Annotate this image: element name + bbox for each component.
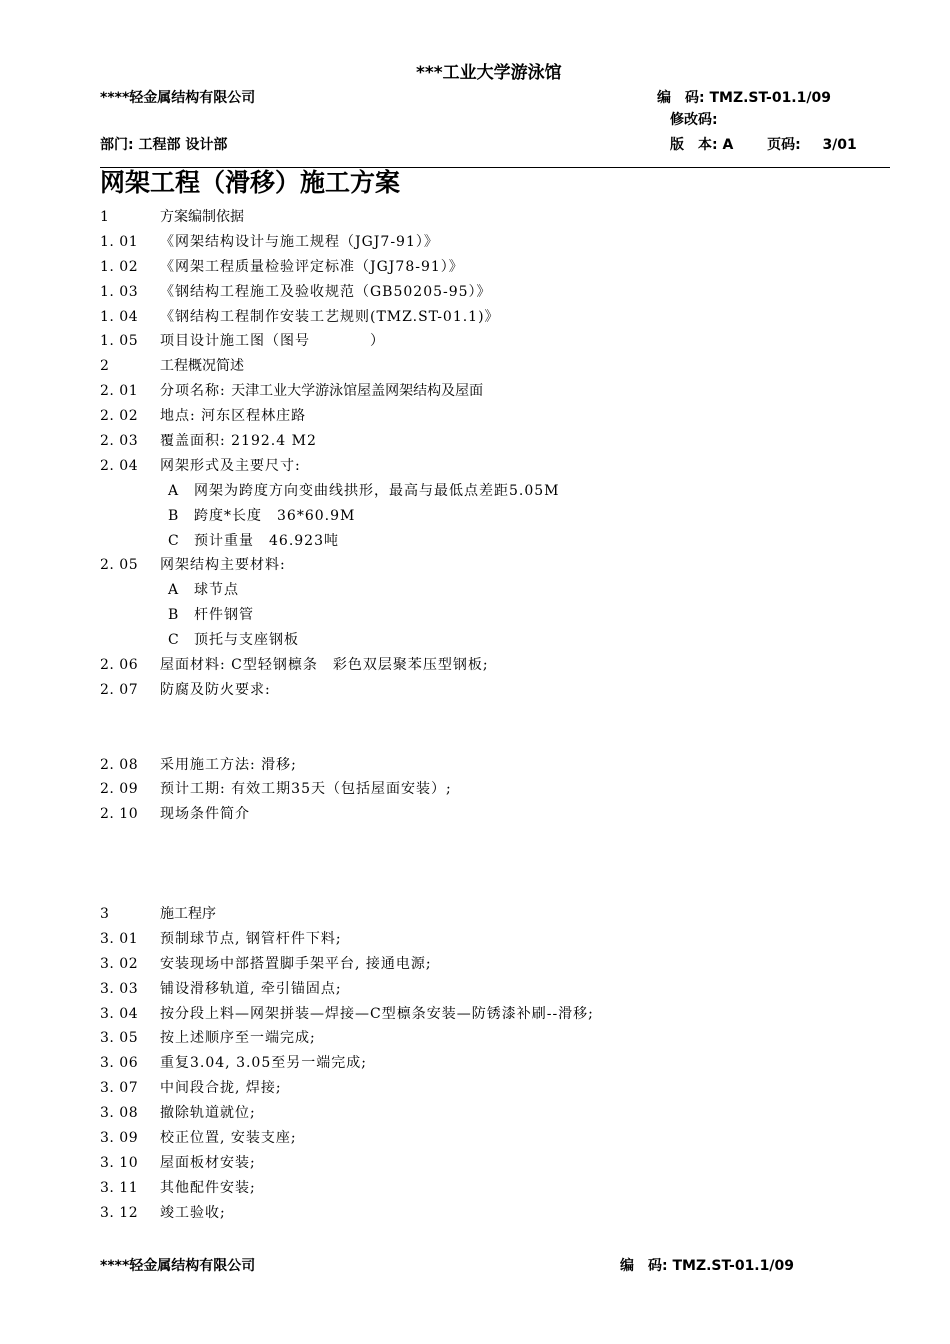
item-number: 3. 07 bbox=[100, 1080, 139, 1097]
list-item bbox=[100, 1002, 890, 1027]
version-info bbox=[670, 134, 857, 154]
sub-item-text: 预计重量 46.923吨 bbox=[194, 532, 339, 549]
item-number: 2. 09 bbox=[100, 781, 139, 798]
item-text: 其他配件安装; bbox=[160, 1179, 256, 1196]
item-label: 分项名称: bbox=[160, 383, 226, 400]
sub-item bbox=[100, 628, 890, 653]
list-item bbox=[100, 553, 890, 578]
item-text bbox=[160, 379, 483, 404]
item-number: 1. 04 bbox=[100, 308, 139, 325]
item-text: 覆盖面积: 2192.4 M2 bbox=[160, 433, 317, 450]
item-text: 安装现场中部搭置脚手架平台, 接通电源; bbox=[160, 955, 432, 972]
item-number: 2. 02 bbox=[100, 408, 139, 425]
item-text: 重复3.04, 3.05至另一端完成; bbox=[160, 1055, 367, 1072]
item-number: 2. 07 bbox=[100, 681, 139, 698]
list-item bbox=[100, 1176, 890, 1201]
footer-code-label: 编 码: bbox=[620, 1258, 668, 1274]
sub-item-letter: C bbox=[168, 532, 179, 549]
item-text: 《网架结构设计与施工规程（JGJ7-91）》 bbox=[160, 233, 439, 250]
sub-item-letter: A bbox=[168, 482, 179, 499]
section-title: 工程概况简述 bbox=[160, 358, 244, 375]
item-text: 屋面板材安装; bbox=[160, 1154, 256, 1171]
item-text: 采用施工方法: 滑移; bbox=[160, 756, 297, 773]
list-item bbox=[100, 255, 890, 280]
list-item bbox=[100, 379, 890, 404]
item-number: 3. 10 bbox=[100, 1154, 139, 1171]
item-text: 项目设计施工图（图号 ） bbox=[160, 333, 385, 350]
item-number: 2. 05 bbox=[100, 557, 139, 574]
item-text: 现场条件简介 bbox=[160, 806, 250, 823]
item-value: 天津工业大学游泳馆屋盖网架结构及屋面 bbox=[231, 383, 484, 400]
footer-code-value: TMZ.ST-01.1/09 bbox=[672, 1258, 794, 1274]
document-title: ***工业大学游泳馆 bbox=[416, 63, 562, 83]
doc-code bbox=[657, 87, 831, 107]
list-item bbox=[100, 280, 890, 305]
item-number: 3. 06 bbox=[100, 1055, 139, 1072]
list-item bbox=[100, 329, 890, 354]
item-text: 竣工验收; bbox=[160, 1204, 226, 1221]
item-text: 防腐及防火要求: bbox=[160, 681, 271, 698]
list-item bbox=[100, 927, 890, 952]
section-title: 方案编制依据 bbox=[160, 209, 244, 225]
page-label: 页码: bbox=[767, 137, 801, 153]
item-number: 3. 03 bbox=[100, 980, 139, 997]
item-number: 1. 05 bbox=[100, 333, 139, 350]
list-item bbox=[100, 802, 890, 827]
section-number: 1 bbox=[100, 209, 110, 225]
list-item bbox=[100, 1051, 890, 1076]
sub-item-text: 网架为跨度方向变曲线拱形，最高与最低点差距5.05M bbox=[194, 482, 560, 499]
list-item bbox=[100, 429, 890, 454]
list-item bbox=[100, 952, 890, 977]
sub-item-text: 跨度*长度 36*60.9M bbox=[194, 507, 356, 524]
footer-company-name: ****轻金属结构有限公司 bbox=[100, 1258, 256, 1274]
item-number: 1. 03 bbox=[100, 283, 139, 300]
item-number: 3. 05 bbox=[100, 1030, 139, 1047]
section-heading bbox=[100, 902, 890, 927]
item-number: 3. 08 bbox=[100, 1105, 139, 1122]
revision-code-label: 修改码: bbox=[670, 112, 718, 128]
item-text: 预计工期: 有效工期35天（包括屋面安装）; bbox=[160, 781, 452, 798]
item-text: 按上述顺序至一端完成; bbox=[160, 1030, 316, 1047]
list-item bbox=[100, 653, 890, 678]
item-text: 铺设滑移轨道, 牵引锚固点; bbox=[160, 980, 342, 997]
item-number: 3. 01 bbox=[100, 930, 139, 947]
item-number: 2. 06 bbox=[100, 657, 139, 674]
item-number: 3. 04 bbox=[100, 1005, 139, 1022]
item-number: 3. 12 bbox=[100, 1204, 139, 1221]
item-text: 《网架工程质量检验评定标准（JGJ78-91）》 bbox=[160, 258, 464, 275]
footer-doc-code bbox=[620, 1255, 794, 1275]
item-number: 2. 03 bbox=[100, 433, 139, 450]
list-item bbox=[100, 1026, 890, 1051]
doc-code-value: TMZ.ST-01.1/09 bbox=[709, 90, 831, 106]
item-text: 网架形式及主要尺寸: bbox=[160, 457, 301, 474]
doc-code-label: 编 码: bbox=[657, 90, 705, 106]
list-item bbox=[100, 1076, 890, 1101]
list-item bbox=[100, 1101, 890, 1126]
sub-item bbox=[100, 603, 890, 628]
sub-item-letter: A bbox=[168, 582, 179, 599]
list-item bbox=[100, 753, 890, 778]
section-number: 2 bbox=[100, 358, 110, 375]
header-divider bbox=[100, 167, 890, 168]
item-number: 1. 02 bbox=[100, 258, 139, 275]
list-item bbox=[100, 1126, 890, 1151]
sub-item bbox=[100, 504, 890, 529]
item-text: 网架结构主要材料: bbox=[160, 557, 286, 574]
sub-item-letter: C bbox=[168, 632, 179, 649]
item-number: 3. 11 bbox=[100, 1179, 139, 1196]
sub-item-text: 球节点 bbox=[194, 582, 239, 599]
item-text: 中间段合拢, 焊接; bbox=[160, 1080, 282, 1097]
version-value: A bbox=[722, 137, 734, 153]
list-item bbox=[100, 977, 890, 1002]
item-number: 1. 01 bbox=[100, 233, 139, 250]
list-item bbox=[100, 454, 890, 479]
list-item bbox=[100, 230, 890, 255]
item-number: 3. 09 bbox=[100, 1129, 139, 1146]
item-text: 校正位置, 安装支座; bbox=[160, 1129, 297, 1146]
section-title: 施工程序 bbox=[160, 905, 216, 922]
department: 部门: 工程部 设计部 bbox=[100, 137, 228, 153]
item-text: 屋面材料: C型轻钢檩条 彩色双层聚苯压型钢板; bbox=[160, 657, 489, 674]
list-item bbox=[100, 305, 890, 330]
section-number: 3 bbox=[100, 905, 110, 922]
item-text: 《钢结构工程制作安装工艺规则(TMZ.ST-01.1)》 bbox=[160, 308, 500, 325]
sub-item-letter: B bbox=[168, 507, 179, 524]
document-body bbox=[100, 205, 890, 1226]
item-number: 2. 10 bbox=[100, 806, 139, 823]
sub-item-letter: B bbox=[168, 607, 179, 624]
item-number: 3. 02 bbox=[100, 955, 139, 972]
list-item bbox=[100, 678, 890, 703]
list-item bbox=[100, 1201, 890, 1226]
sub-item-text: 顶托与支座钢板 bbox=[194, 632, 299, 649]
item-text: 《钢结构工程施工及验收规范（GB50205-95）》 bbox=[160, 283, 492, 300]
sub-item bbox=[100, 578, 890, 603]
section-heading bbox=[100, 354, 890, 379]
list-item bbox=[100, 404, 890, 429]
sub-item-text: 杆件钢管 bbox=[194, 607, 254, 624]
item-number: 2. 04 bbox=[100, 457, 139, 474]
sub-item bbox=[100, 479, 890, 504]
page-value: 3/01 bbox=[822, 137, 857, 153]
list-item bbox=[100, 777, 890, 802]
item-text: 预制球节点, 钢管杆件下料; bbox=[160, 930, 342, 947]
company-name: ****轻金属结构有限公司 bbox=[100, 90, 256, 106]
list-item bbox=[100, 1151, 890, 1176]
item-number: 2. 01 bbox=[100, 383, 139, 400]
item-text: 地点: 河东区程林庄路 bbox=[160, 408, 307, 425]
item-text: 按分段上料—网架拼装—焊接—C型檩条安装—防锈漆补刷--滑移; bbox=[160, 1005, 594, 1022]
version-label: 版 本: bbox=[670, 137, 718, 153]
sub-item bbox=[100, 529, 890, 554]
main-title: 网架工程（滑移）施工方案 bbox=[100, 168, 401, 197]
section-heading bbox=[100, 205, 890, 230]
item-number: 2. 08 bbox=[100, 756, 139, 773]
item-text: 撤除轨道就位; bbox=[160, 1105, 256, 1122]
